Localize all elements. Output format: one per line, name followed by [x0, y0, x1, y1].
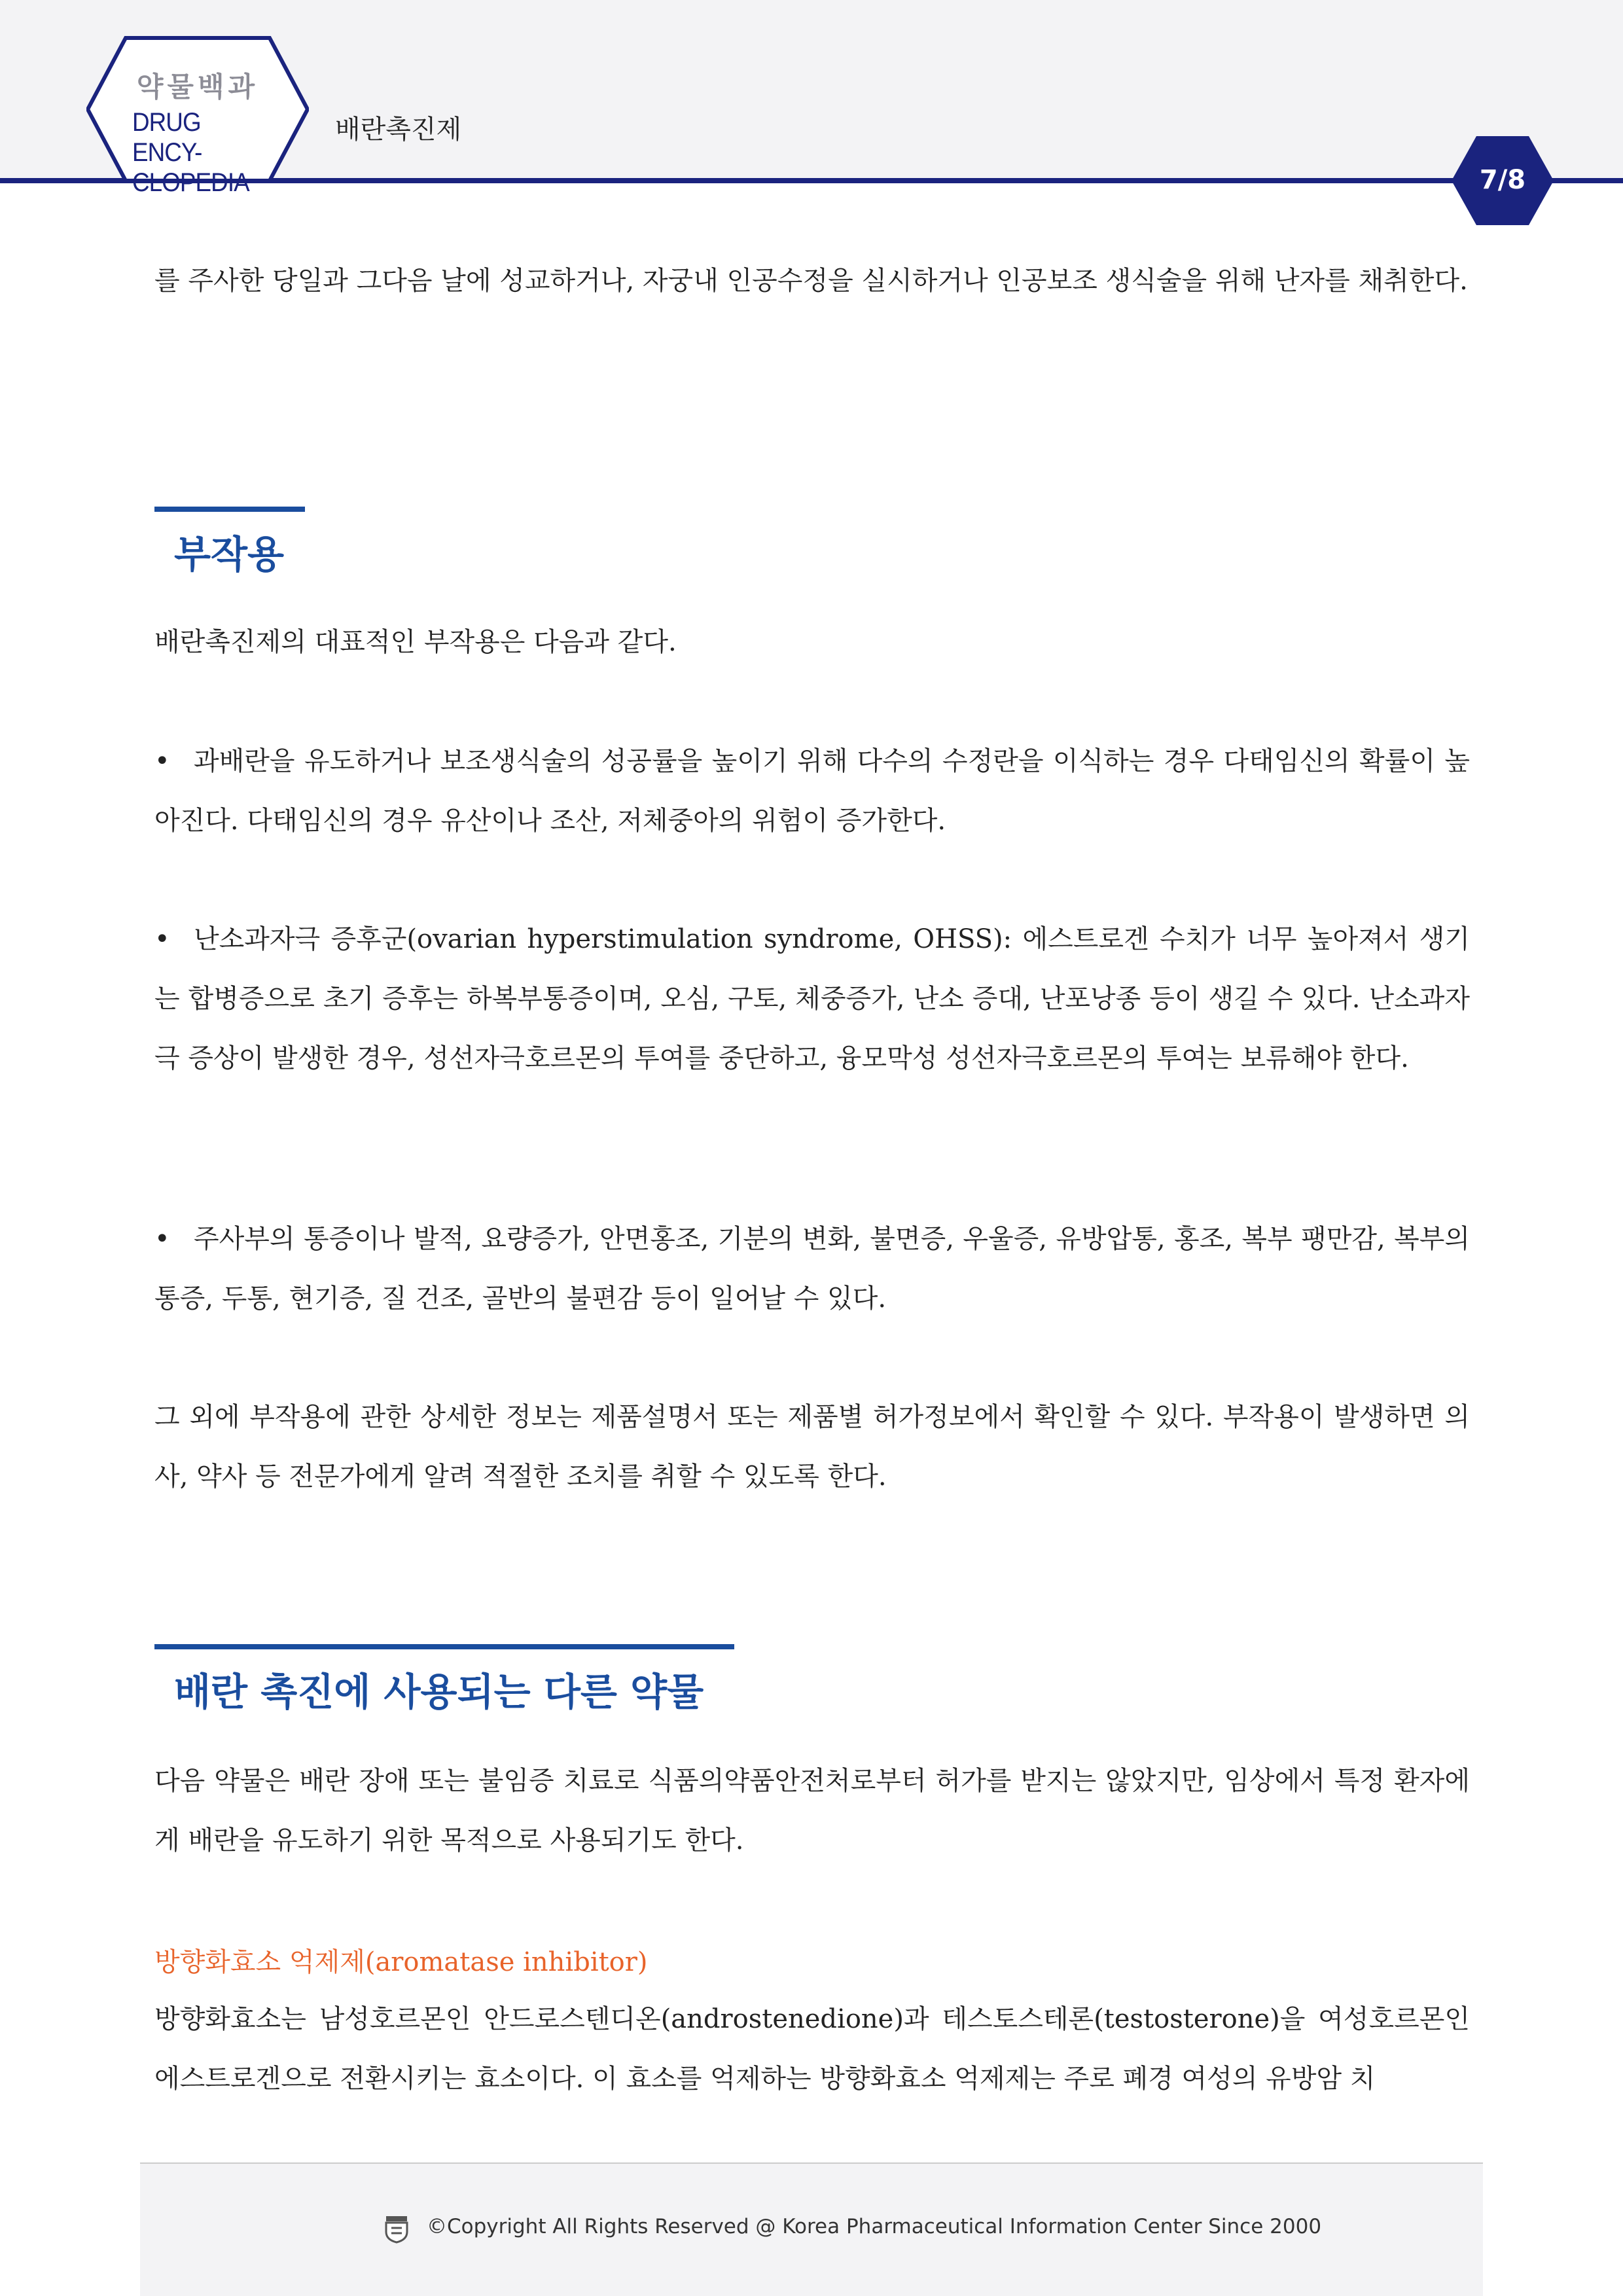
kpic-emblem-icon	[383, 2215, 410, 2244]
logo-english-line-1: DRUG ENCY-	[132, 108, 202, 167]
bullet-marker: •	[154, 924, 170, 954]
side-effects-lead: 배란촉진제의 대표적인 부작용은 다음과 같다.	[154, 627, 677, 657]
page-badge	[1450, 135, 1555, 226]
side-effect-item-text: 난소과자극 증후군(ovarian hyperstimulation syndrome, OHSS): 에스트로겐 수치가 너무 높아져서 생기는 합병증으로 초기 증후는 하복부통증이며, 오심, 구토, 체중증가, 난소 증대, 난포낭종 등이 생길 수 있다. 난소과자극 증상이 발생한 경우, 성선자극호르몬의 투여를 중단하고, 융모막성 성선자극호르몬의 투여는 보류해야 한다.	[154, 924, 1470, 1073]
side-effect-item	[154, 1210, 1470, 1329]
side-effect-item-text: 주사부의 통증이나 발적, 요량증가, 안면홍조, 기분의 변화, 불면증, 우울증, 유방압통, 홍조, 복부 팽만감, 복부의 통증, 두통, 현기증, 질 건조, 골반의 불편감 등이 일어날 수 있다.	[154, 1224, 1470, 1314]
drug-encyclopedia-logo[interactable]	[86, 35, 309, 197]
copyright-text: ©Copyright All Rights Reserved @ Korea Pharmaceutical Information Center Since 2000	[427, 2215, 1322, 2238]
side-effect-item	[154, 910, 1470, 1088]
document-title: 배란촉진제	[335, 115, 462, 145]
side-effects-closing: 그 외에 부작용에 관한 상세한 정보는 제품설명서 또는 제품별 허가정보에서 확인할 수 있다. 부작용이 발생하면 의사, 약사 등 전문가에게 알려 적절한 조치를 취할 수 있도록 한다.	[154, 1402, 1470, 1492]
side-effect-item-text: 과배란을 유도하거나 보조생식술의 성공률을 높이기 위해 다수의 수정란을 이식하는 경우 다태임신의 확률이 높아진다. 다태임신의 경우 유산이나 조산, 저체중아의 위험이 증가한다.	[154, 746, 1470, 836]
section-title-side-effects: 부작용	[174, 532, 285, 577]
section-bar-side-effects	[154, 507, 305, 512]
logo-korean-text: 약물백과	[136, 71, 259, 103]
page-number: 7/8	[1479, 165, 1526, 195]
side-effect-item	[154, 732, 1470, 851]
intro-paragraph: 를 주사한 당일과 그다음 날에 성교하거나, 자궁내 인공수정을 실시하거나 인공보조 생식술을 위해 난자를 채취한다.	[154, 266, 1468, 296]
bullet-marker: •	[154, 1224, 170, 1254]
section-bar-other-drugs	[154, 1644, 734, 1649]
aromatase-inhibitor-text: 방향화효소는 남성호르몬인 안드로스텐디온(androstenedione)과 테스토스테론(testosterone)을 여성호르몬인 에스트로겐으로 전환시키는 효소이다. 이 효소를 억제하는 방향화효소 억제제는 주로 폐경 여성의 유방암 치	[154, 2004, 1470, 2094]
logo-english-text	[132, 107, 271, 198]
other-drugs-lead: 다음 약물은 배란 장애 또는 불임증 치료로 식품의약품안전처로부터 허가를 받지는 않았지만, 임상에서 특정 환자에게 배란을 유도하기 위한 목적으로 사용되기도 한다.	[154, 1766, 1470, 1856]
section-title-other-drugs: 배란 촉진에 사용되는 다른 약물	[174, 1670, 704, 1714]
sub-heading-aromatase-inhibitor: 방향화효소 억제제(aromatase inhibitor)	[154, 1947, 648, 1977]
logo-english-line-2: CLOPEDIA	[132, 168, 249, 197]
bullet-marker: •	[154, 746, 170, 776]
